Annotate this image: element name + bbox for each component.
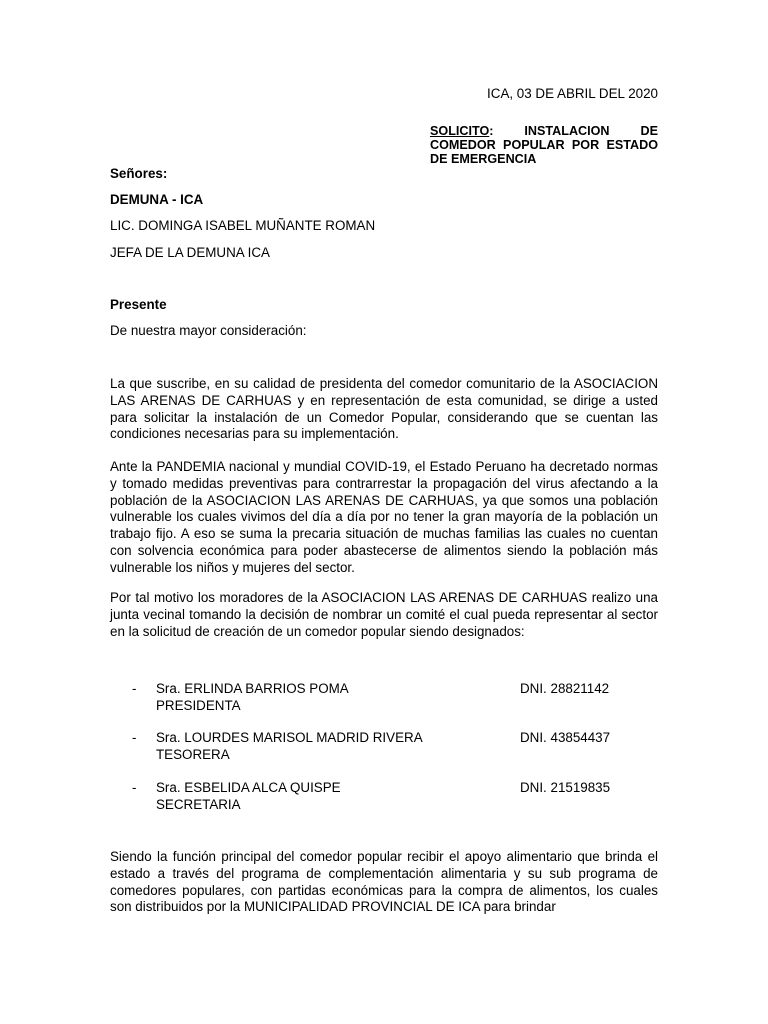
member-name: Sra. LOURDES MARISOL MADRID RIVERA — [156, 730, 423, 745]
subject-label: SOLICITO — [430, 124, 490, 138]
member-name: Sra. ERLINDA BARRIOS POMA — [156, 681, 349, 696]
recipient-name: LIC. DOMINGA ISABEL MUÑANTE ROMAN — [110, 218, 376, 233]
subject-word-2: DE — [640, 124, 658, 138]
greeting: De nuestra mayor consideración: — [110, 323, 307, 338]
paragraph-text: Siendo la función principal del comedor popular recibir el apoyo alimentario que brinda el estado a través del programa de complementación alimentaria y su sub programa de comedores populares, con partidas económicas para la compra de alimentos, los cuales son distribuidos por la MUNICIPALIDAD PROVINCIAL DE ICA para brindar — [110, 849, 658, 915]
paragraph-1 — [110, 376, 658, 443]
subject-colon: : — [489, 124, 494, 138]
member-dni: DNI. 28821142 — [520, 681, 610, 696]
paragraph-text: Por tal motivo los moradores de la ASOCIACION LAS ARENAS DE CARHUAS realizo una junta vecinal tomando la decisión de nombrar un comité el cual pueda representar al sector en la solicitud de creación de un comedor popular siendo designados: — [110, 590, 658, 639]
subject-rest: COMEDOR POPULAR POR ESTADO DE EMERGENCIA — [430, 138, 658, 166]
subject-first-line — [430, 124, 658, 138]
subject-block — [430, 124, 658, 166]
member-name: Sra. ESBELIDA ALCA QUISPE — [156, 780, 341, 795]
subject-label-group — [430, 124, 493, 138]
paragraph-text: Ante la PANDEMIA nacional y mundial COVID-19, el Estado Peruano ha decretado normas y tomado medidas preventivas para contrarrestar la propagación del virus afectando a la población de la ASOCIACION LAS ARENAS DE CARHUAS, ya que somos una población vulnerable los cuales vivimos del día a día por no tener la gran mayoría de la población un trabajo fijo. A eso se suma la precaria situación de muchas familias las cuales no cuentan con solvencia económica para poder abastecerse de alimentos siendo la población más vulnerable los niños y mujeres del sector. — [110, 459, 658, 575]
letter-date: ICA, 03 DE ABRIL DEL 2020 — [487, 86, 658, 101]
member-dni: DNI. 21519835 — [520, 780, 611, 795]
member-role: PRESIDENTA — [156, 698, 241, 713]
paragraph-3 — [110, 590, 658, 640]
paragraph-text: La que suscribe, en su calidad de presidenta del comedor comunitario de la ASOCIACION LAS ARENAS DE CARHUAS y en representación de esta comunidad, se dirige a usted para solicitar la instalación de un Comedor Popular, considerando que se cuentan las condiciones necesarias para su implementación. — [110, 376, 658, 442]
paragraph-4 — [110, 849, 658, 916]
recipient-org: DEMUNA - ICA — [110, 192, 204, 207]
recipient-position: JEFA DE LA DEMUNA ICA — [110, 245, 270, 260]
member-role: SECRETARIA — [156, 797, 241, 812]
paragraph-2 — [110, 459, 658, 577]
list-dash: - — [132, 780, 137, 795]
salutation: Señores: — [110, 166, 168, 181]
member-role: TESORERA — [156, 747, 230, 762]
member-dni: DNI. 43854437 — [520, 730, 611, 745]
list-dash: - — [132, 681, 137, 696]
presente-heading: Presente — [110, 297, 167, 312]
subject-word-1: INSTALACION — [524, 124, 610, 138]
list-dash: - — [132, 730, 137, 745]
